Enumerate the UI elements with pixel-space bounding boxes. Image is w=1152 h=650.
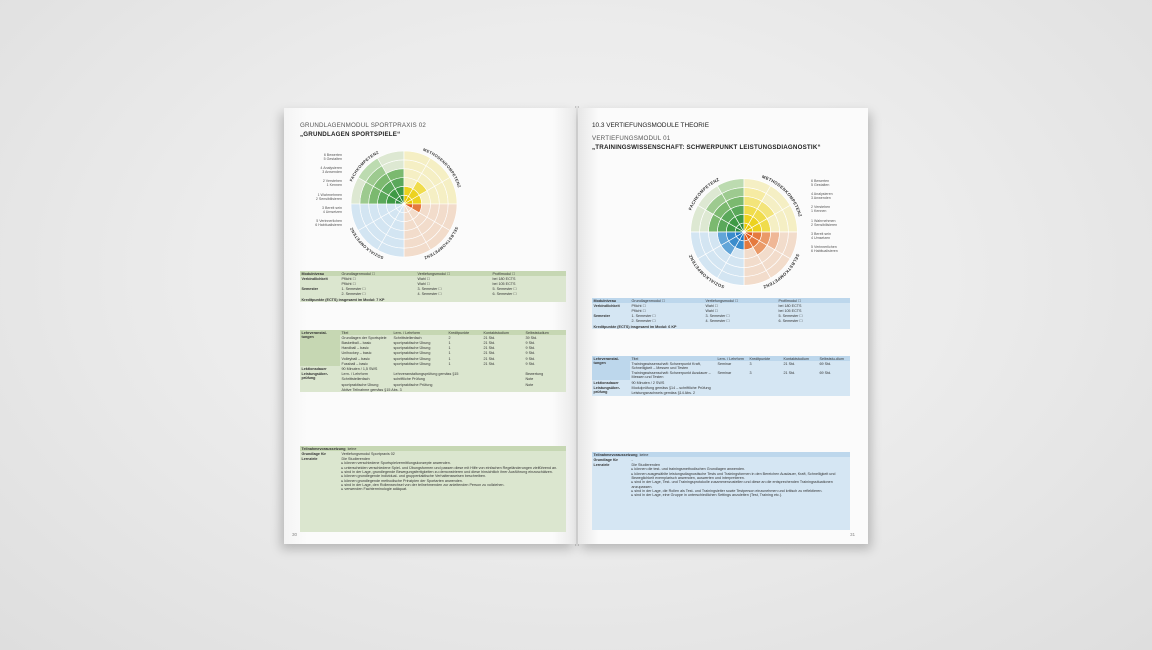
cell: Pflicht ☐ bbox=[631, 303, 646, 308]
list-item: ▸ können die test- und trainingsmethodischen Grundlagen anwenden. bbox=[632, 467, 849, 471]
cell: 5. Semester ☐ bbox=[778, 314, 803, 319]
column-header: Selbststu-dium bbox=[819, 356, 844, 361]
level-label: 2 Sensibilisieren bbox=[315, 196, 342, 201]
section-title: 10.3 VERTIEFUNGSMODULE THEORIE bbox=[592, 122, 709, 129]
cell: Lern- / Lehrform bbox=[341, 372, 368, 377]
level-label: 4 Umsetzen bbox=[811, 235, 831, 240]
module-info-table bbox=[592, 298, 850, 329]
cell: Semester bbox=[301, 287, 319, 292]
column-header: Titel bbox=[341, 330, 349, 335]
level-label: 3 Anwenden bbox=[811, 196, 831, 201]
list-item: ▸ sind in der Lage, Test- und Trainingsprotokolle zusammenzustellen und diese an die entsprechenden Trainingssituationen anzupassen. bbox=[632, 480, 849, 489]
cell: 1. Semester ☐ bbox=[631, 314, 656, 319]
cell: 21 Std. bbox=[483, 335, 496, 340]
cell: 90 Minuten / 1,5 SWS bbox=[341, 366, 378, 371]
learning-goals-box bbox=[300, 446, 566, 532]
cell: Vertiefungsmodul ☐ bbox=[417, 271, 451, 276]
cell: Seminar bbox=[717, 361, 732, 366]
right-page bbox=[578, 108, 868, 544]
cell: Pflicht ☐ bbox=[341, 281, 356, 286]
goals-intro: Die Studierenden bbox=[631, 463, 660, 468]
cell: 1 bbox=[448, 340, 451, 345]
quadrant-label: METHODENKOMPETENZ bbox=[761, 173, 803, 218]
level-label: 1 Wahrnehmen bbox=[317, 192, 342, 197]
row-label: Lehrveranstal-tungen bbox=[593, 356, 619, 365]
cell: 69 Std. bbox=[819, 361, 832, 366]
row-label: Lektionsdauer bbox=[301, 366, 327, 371]
cell: Fussball – basic bbox=[341, 361, 368, 366]
competence-levels bbox=[292, 153, 342, 227]
column-header: Kreditpunkte bbox=[749, 356, 771, 361]
cell: Basketball – basic bbox=[341, 340, 372, 345]
cell: Note bbox=[525, 382, 534, 387]
list-item: ▸ können grundlegende individual- und gruppentaktische Verhaltensweisen beschreiben. bbox=[342, 474, 565, 478]
learning-goals-box bbox=[592, 452, 850, 530]
cell: 21 Std. bbox=[483, 340, 496, 345]
cell: Note bbox=[525, 377, 534, 382]
column-header: Titel bbox=[631, 356, 639, 361]
goals-intro: Die Studierenden bbox=[341, 457, 370, 462]
cell: 1. Semester ☐ bbox=[341, 287, 366, 292]
foundation-value: - bbox=[631, 457, 633, 462]
level-label: 3 Bereit sein bbox=[811, 231, 831, 236]
cell: Pflicht ☐ bbox=[341, 276, 356, 281]
cell: 3 bbox=[749, 371, 752, 376]
module-label: GRUNDLAGENMODUL SPORTPRAXIS 02 bbox=[300, 122, 426, 129]
cell: 2. Semester ☐ bbox=[631, 319, 656, 324]
cell: Semester bbox=[593, 314, 611, 319]
cell: Schrittstellenfach bbox=[393, 335, 422, 340]
level-label: 5 Gestalten bbox=[811, 183, 830, 188]
cell: 1 bbox=[448, 356, 451, 361]
learning-goals-label: Lernziele bbox=[301, 457, 318, 462]
level-label: 1 Kennen bbox=[811, 209, 827, 214]
foundation-label: Grundlage für bbox=[593, 457, 618, 462]
level-label: 1 Wahrnehmen bbox=[811, 218, 836, 223]
cell: Unihockey – basic bbox=[341, 351, 372, 356]
level-label: 2 Verstehen bbox=[322, 179, 342, 184]
cell: 21 Std. bbox=[483, 346, 496, 351]
cell: Verbindlichkeit bbox=[593, 303, 620, 308]
cell: 6. Semester ☐ bbox=[492, 292, 517, 297]
credits-total: Kreditpunkte (ECTS) insgesamt im Modul: 6 KP bbox=[593, 324, 677, 329]
cell: 9 Std. bbox=[525, 361, 536, 366]
list-item: ▸ sind in der Lage, eine Gruppe in unterschiedlichen Settings anzuleiten (Test, Training etc.). bbox=[632, 493, 849, 497]
cell: Modulniveau bbox=[301, 271, 325, 276]
column-header: Kreditpunkte bbox=[448, 330, 470, 335]
cell: bei 180 ECTS bbox=[492, 276, 516, 281]
level-label: 4 Analysieren bbox=[811, 192, 833, 197]
quadrant-label: FACHKOMPETENZ bbox=[348, 149, 380, 183]
row-label: Lehrveranstal-tungen bbox=[301, 330, 327, 339]
quadrant-label: SELBSTKOMPETENZ bbox=[762, 253, 801, 290]
cell: Bewertung bbox=[525, 372, 544, 377]
column-header: Selbststudium bbox=[525, 330, 549, 335]
cell: 3. Semester ☐ bbox=[705, 314, 730, 319]
list-item: ▸ sind in der Lage, den Rollenwechsel von der teilnehmenden zur anleitenden Person zu vollziehen. bbox=[342, 483, 565, 487]
page-number: 31 bbox=[850, 532, 856, 537]
cell: Trainingswissenschaft: Schwerpunkt Ausdauer – Messen und Testen bbox=[631, 371, 711, 380]
cell: Wahl ☐ bbox=[705, 303, 719, 308]
goals-list bbox=[632, 467, 849, 497]
quadrant-label: SOZIALKOMPETENZ bbox=[348, 226, 385, 261]
quadrant-label: SOZIALKOMPETENZ bbox=[687, 253, 726, 290]
cell: schriftliche Prüfung bbox=[393, 377, 425, 382]
competence-wheel bbox=[680, 168, 808, 296]
cell: sportpraktische Übung bbox=[393, 340, 431, 345]
cell: Wahl ☐ bbox=[417, 281, 431, 286]
left-page bbox=[284, 108, 576, 544]
level-label: 2 Sensibilisieren bbox=[811, 222, 838, 227]
page-number: 30 bbox=[292, 532, 298, 537]
level-label: 6 Bewerten bbox=[323, 153, 342, 157]
level-label: 3 Anwenden bbox=[322, 170, 342, 175]
cell: sportpraktische Übung bbox=[393, 351, 431, 356]
cell: Verbindlichkeit bbox=[301, 276, 328, 281]
cell: Aktive Teilnahme gemäss §15 Abs. 3 bbox=[341, 387, 402, 392]
level-label: 6 Habitualisieren bbox=[315, 223, 342, 228]
cell: Leistungsnachweis gemäss §14 Abs. 2 bbox=[631, 390, 696, 395]
competence-wheel bbox=[344, 142, 464, 266]
cell: 6. Semester ☐ bbox=[778, 319, 803, 324]
courses-table bbox=[592, 356, 850, 396]
cell: 2 bbox=[448, 335, 451, 340]
cell: 9 Std. bbox=[525, 340, 536, 345]
cell: 2. Semester ☐ bbox=[341, 292, 366, 297]
column-header: Kontaktstudium bbox=[783, 356, 809, 361]
courses-table bbox=[300, 330, 566, 392]
cell: 21 Std. bbox=[783, 361, 796, 366]
cell: bei 105 ECTS bbox=[778, 308, 802, 313]
column-header: Lern- / Lehrform bbox=[393, 330, 420, 335]
prerequisite-value: keine bbox=[639, 452, 649, 457]
list-item: ▸ können ausgewählte leistungsdiagnostische Tests und Trainingsformen in den Bereichen Ausdauer, Kraft, Schnelligkeit und Beweglichkeit exemplarisch anwenden, auswerten und interpretieren. bbox=[632, 472, 849, 481]
prerequisite-label: Teilnahmevoraussetzung bbox=[593, 452, 638, 457]
goals-list bbox=[342, 461, 565, 491]
list-item: ▸ können grundlegende methodische Prinzipien der Sportarten anwenden. bbox=[342, 479, 565, 483]
cell: 1 bbox=[448, 346, 451, 351]
row-label: Leistungsüber-prüfung bbox=[593, 385, 621, 394]
foundation-value: Vertiefungsmodul Sportpraxis 02 bbox=[341, 451, 395, 456]
cell: Grundlagen der Sportspiele bbox=[341, 335, 387, 340]
quadrant-label: SELBSTKOMPETENZ bbox=[423, 226, 460, 261]
cell: 9 Std. bbox=[525, 346, 536, 351]
cell: Vertiefungsmodul ☐ bbox=[705, 298, 739, 303]
quadrant-label: METHODENKOMPETENZ bbox=[422, 146, 463, 189]
cell: Trainingswissenschaft: Schwerpunkt Kraft, Schnelligkeit – Messen und Testen bbox=[631, 361, 701, 370]
prerequisite-label: Teilnahmevoraussetzung bbox=[301, 446, 346, 451]
cell: 69 Std. bbox=[819, 371, 832, 376]
cell: bei 180 ECTS bbox=[778, 303, 802, 308]
cell: 9 Std. bbox=[525, 351, 536, 356]
cell: 21 Std. bbox=[483, 351, 496, 356]
cell: Modulprüfung gemäss §14 – schriftliche Prüfung bbox=[631, 385, 711, 390]
cell: 9 Std. bbox=[525, 356, 536, 361]
cell: 1 bbox=[448, 351, 451, 356]
list-item: ▸ sind in der Lage, die Rollen als Test- und Trainingsleiter sowie Testperson einzunehmen und kritisch zu reflektieren. bbox=[632, 489, 849, 493]
cell: sportpraktische Übung bbox=[341, 382, 379, 387]
cell: 21 Std. bbox=[783, 371, 796, 376]
cell: 1 bbox=[448, 361, 451, 366]
prerequisite-value: keine bbox=[347, 446, 357, 451]
level-label: 1 Kennen bbox=[326, 183, 342, 188]
list-item: ▸ verwenden Fachterminologie adäquat. bbox=[342, 487, 565, 491]
cell: 3. Semester ☐ bbox=[417, 287, 442, 292]
cell: sportpraktische Übung bbox=[393, 361, 431, 366]
cell: Volleyball – basic bbox=[341, 356, 370, 361]
table-row bbox=[592, 371, 850, 380]
cell: 90 Minuten / 2 SWS bbox=[631, 380, 665, 385]
row-label: Lektionsdauer bbox=[593, 380, 619, 385]
column-header: Lern- / Lehrform bbox=[717, 356, 744, 361]
module-info-table bbox=[300, 271, 566, 302]
cell: 4. Semester ☐ bbox=[705, 319, 730, 324]
list-item: ▸ sind in der Lage, grundlegende Bewegungsfertigkeiten zu demonstrieren und diese hinsichtlich ihrer Ausführung einzuschätzen. bbox=[342, 470, 565, 474]
level-label: 6 Habitualisieren bbox=[811, 249, 838, 254]
cell: sportpraktische Übung bbox=[393, 356, 431, 361]
level-label: 5 Verinnerlichen bbox=[316, 218, 342, 223]
cell: 39 Std. bbox=[525, 335, 538, 340]
cell: 5. Semester ☐ bbox=[492, 287, 517, 292]
cell: 4. Semester ☐ bbox=[417, 292, 442, 297]
list-item: ▸ unterscheiden verschiedene Spiel- und Übungsformen und passen diese mit Hilfe von einfachen Regeländerungen zielführend an. bbox=[342, 466, 565, 470]
table-row bbox=[592, 361, 850, 370]
module-label: VERTIEFUNGSMODUL 01 bbox=[592, 135, 671, 142]
cell: Grundlagenmodul ☐ bbox=[341, 271, 376, 276]
level-label: 6 Bewerten bbox=[811, 179, 830, 183]
cell: sportpraktische Übung bbox=[393, 346, 431, 351]
learning-goals-label: Lernziele bbox=[593, 463, 610, 468]
cell: Pflicht ☐ bbox=[631, 308, 646, 313]
cell: Grundlagenmodul ☐ bbox=[631, 298, 666, 303]
cell: Handball – basic bbox=[341, 346, 369, 351]
level-label: 4 Analysieren bbox=[320, 166, 342, 171]
list-item: ▸ können verschiedene Sportspielvermittlungskonzepte anwenden. bbox=[342, 461, 565, 465]
cell: bei 105 ECTS bbox=[492, 281, 516, 286]
credits-total: Kreditpunkte (ECTS) insgesamt im Modul: 7 KP bbox=[301, 297, 385, 302]
quadrant-label: FACHKOMPETENZ bbox=[687, 176, 721, 211]
cell: Lehrveranstaltungsprüfung gemäss §15 bbox=[393, 372, 459, 377]
level-label: 2 Verstehen bbox=[811, 205, 831, 210]
cell: 21 Std. bbox=[483, 361, 496, 366]
cell: Schrittstellenfach bbox=[341, 377, 370, 382]
level-label: 5 Gestalten bbox=[323, 157, 342, 162]
cell: Profilmodul ☐ bbox=[492, 271, 516, 276]
cell: 21 Std. bbox=[483, 356, 496, 361]
level-label: 4 Umsetzen bbox=[322, 209, 342, 214]
foundation-label: Grundlage für bbox=[301, 451, 326, 456]
column-header: Kontaktstudium bbox=[483, 330, 509, 335]
row-label: Leistungsüber-prüfung bbox=[301, 372, 329, 381]
cell: Modulniveau bbox=[593, 298, 617, 303]
cell: Profilmodul ☐ bbox=[778, 298, 802, 303]
cell: Wahl ☐ bbox=[705, 308, 719, 313]
competence-levels bbox=[811, 179, 863, 253]
level-label: 3 Bereit sein bbox=[322, 205, 342, 210]
cell: Seminar bbox=[717, 371, 732, 376]
cell: Wahl ☐ bbox=[417, 276, 431, 281]
level-label: 5 Verinnerlichen bbox=[811, 244, 837, 249]
module-title: „TRAININGSWISSENSCHAFT: SCHWERPUNKT LEISTUNGSDIAGNOSTIK“ bbox=[592, 144, 821, 151]
cell: sportpraktische Prüfung bbox=[393, 382, 433, 387]
cell: 3 bbox=[749, 361, 752, 366]
module-title: „GRUNDLAGEN SPORTSPIELE“ bbox=[300, 131, 401, 138]
